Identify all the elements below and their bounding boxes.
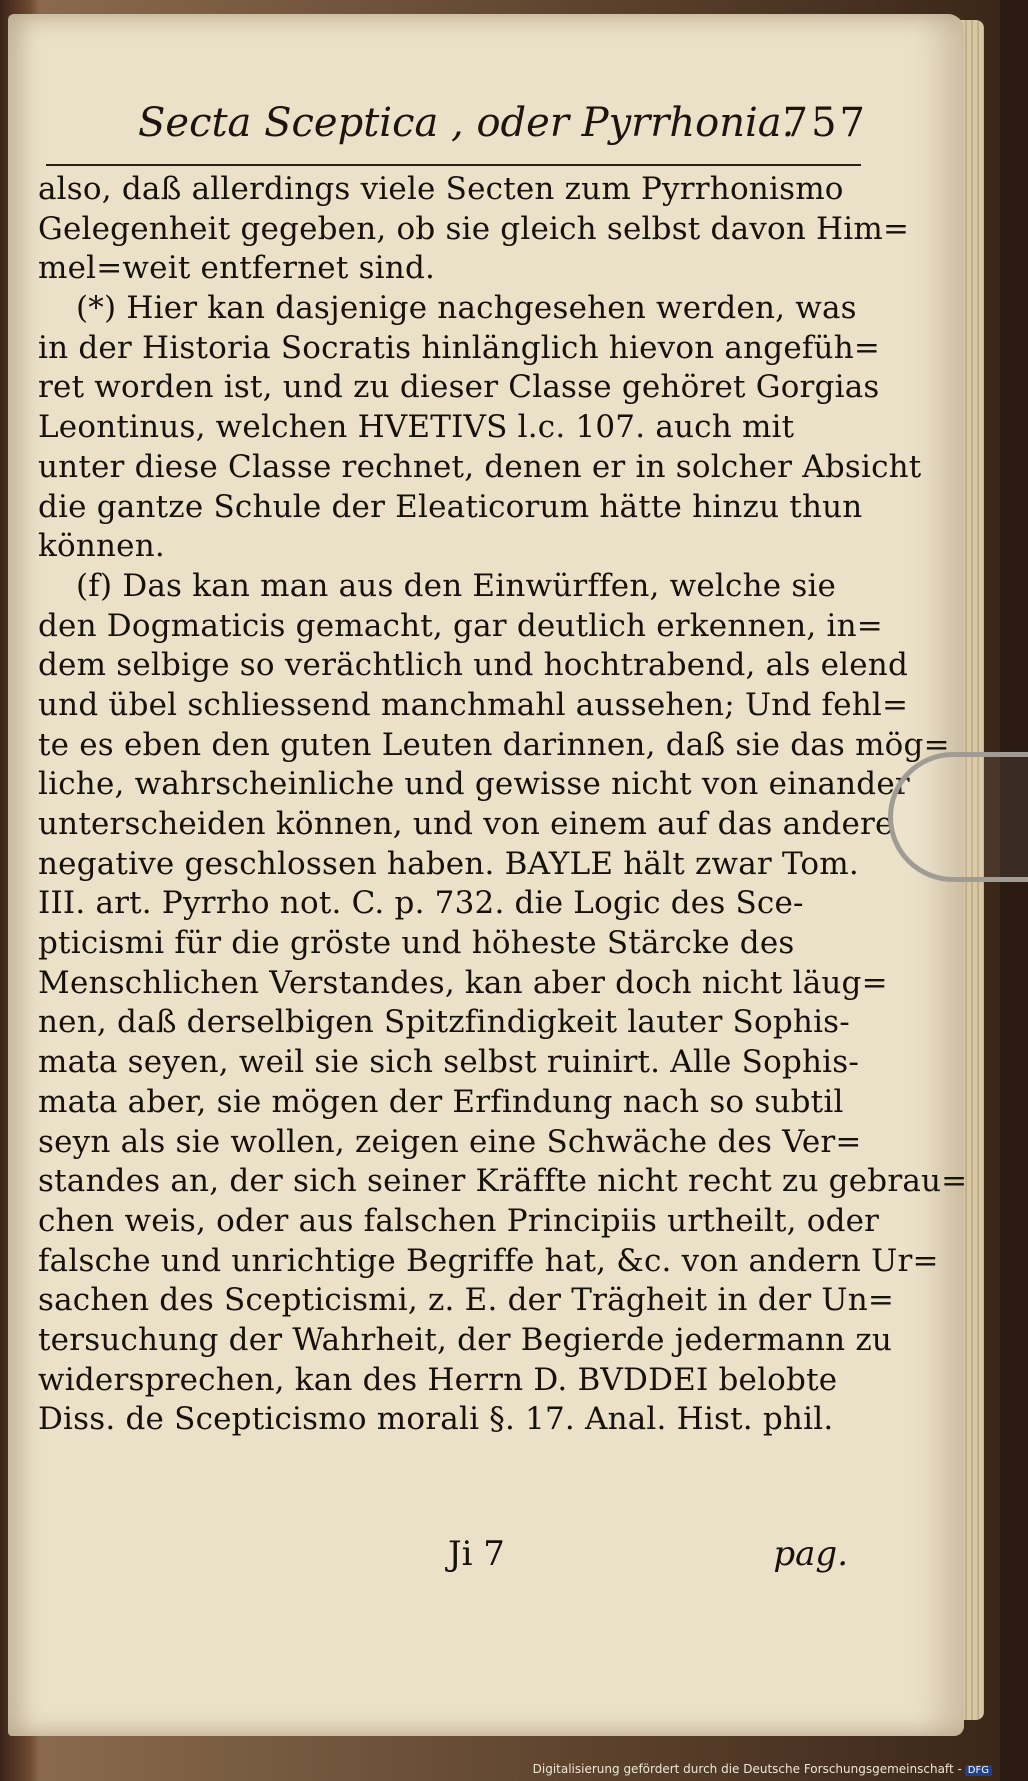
text-line: mel=weit entfernet sind.: [38, 250, 436, 287]
bookmark-clip: [888, 752, 1028, 882]
text-line: chen weis, oder aus falschen Principiis urtheilt, oder: [38, 1202, 880, 1239]
text-line: Gelegenheit gegeben, ob sie gleich selbst davon Him=: [38, 210, 910, 247]
text-line: liche, wahrscheinliche und gewisse nicht von einander: [38, 766, 910, 803]
text-line: seyn als sie wollen, zeigen eine Schwäche des Ver=: [38, 1123, 862, 1160]
dfg-logo: DFG: [965, 1765, 992, 1776]
text-line: ret worden ist, und zu dieser Classe gehöret Gorgias: [38, 369, 880, 406]
text-line: die gantze Schule der Eleaticorum hätte hinzu thun: [38, 488, 863, 525]
text-line: mata aber, sie mögen der Erfindung nach so subtil: [38, 1083, 844, 1120]
body-text: [38, 170, 968, 1440]
text-line: III. art. Pyrrho not. C. p. 732. die Logic des Sce-: [38, 885, 804, 922]
running-title: Secta Sceptica , oder Pyrrhonia.: [138, 100, 795, 146]
text-line: unterscheiden können, und von einem auf das andere: [38, 806, 894, 842]
text-line: dem selbige so verächtlich und hochtrabend, als elend: [38, 647, 909, 684]
text-line: also, daß allerdings viele Secten zum Pyrrhonismo: [38, 171, 844, 207]
text-line: Leontinus, welchen HVETIVS l.c. 107. auch mit: [38, 409, 795, 446]
catchword: pag.: [773, 1534, 848, 1574]
text-line: unter diese Classe rechnet, denen er in solcher Absicht: [38, 448, 922, 485]
text-line: pticismi für die gröste und höheste Stärcke des: [38, 925, 795, 962]
book-page: [8, 14, 968, 1736]
text-line: Diss. de Scepticismo morali §. 17. Anal. Hist. phil.: [38, 1401, 834, 1438]
text-line: widersprechen, kan des Herrn D. BVDDEI belobte: [38, 1361, 838, 1398]
text-line: standes an, der sich seiner Kräffte nicht recht zu gebrau=: [38, 1163, 968, 1200]
text-line: tersuchung der Wahrheit, der Begierde jedermann zu: [38, 1321, 893, 1358]
text-line: sachen des Scepticismi, z. E. der Trägheit in der Un=: [38, 1282, 895, 1319]
text-line: in der Historia Socratis hinlänglich hievon angefüh=: [38, 329, 881, 366]
text-line: negative geschlossen haben. BAYLE hält zwar Tom.: [38, 845, 859, 882]
text-line: und übel schliessend manchmahl aussehen; Und fehl=: [38, 686, 909, 723]
credit-text: Digitalisierung gefördert durch die Deutsche Forschungsgemeinschaft -: [532, 1762, 962, 1776]
page-header: [128, 94, 868, 164]
text-line: (*) Hier kan dasjenige nachgesehen werden, was: [76, 290, 857, 327]
text-line: te es eben den guten Leuten darinnen, daß sie das mög=: [38, 726, 950, 763]
text-line: Menschlichen Verstandes, kan aber doch nicht läug=: [38, 964, 888, 1001]
page-footer: [448, 1534, 868, 1594]
text-line: den Dogmaticis gemacht, gar deutlich erkennen, in=: [38, 607, 883, 644]
header-rule: [46, 164, 861, 166]
text-line: nen, daß derselbigen Spitzfindigkeit lauter Sophis-: [38, 1004, 850, 1041]
signature-mark: Ji 7: [448, 1534, 505, 1574]
text-line: können.: [38, 528, 165, 565]
digitization-credit: [480, 1762, 992, 1780]
text-line: falsche und unrichtige Begriffe hat, &c. von andern Ur=: [38, 1242, 939, 1279]
text-line: (f) Das kan man aus den Einwürffen, welche sie: [76, 567, 837, 604]
text-line: mata seyen, weil sie sich selbst ruinirt. Alle Sophis-: [38, 1044, 860, 1081]
page-number: 757: [782, 100, 868, 146]
